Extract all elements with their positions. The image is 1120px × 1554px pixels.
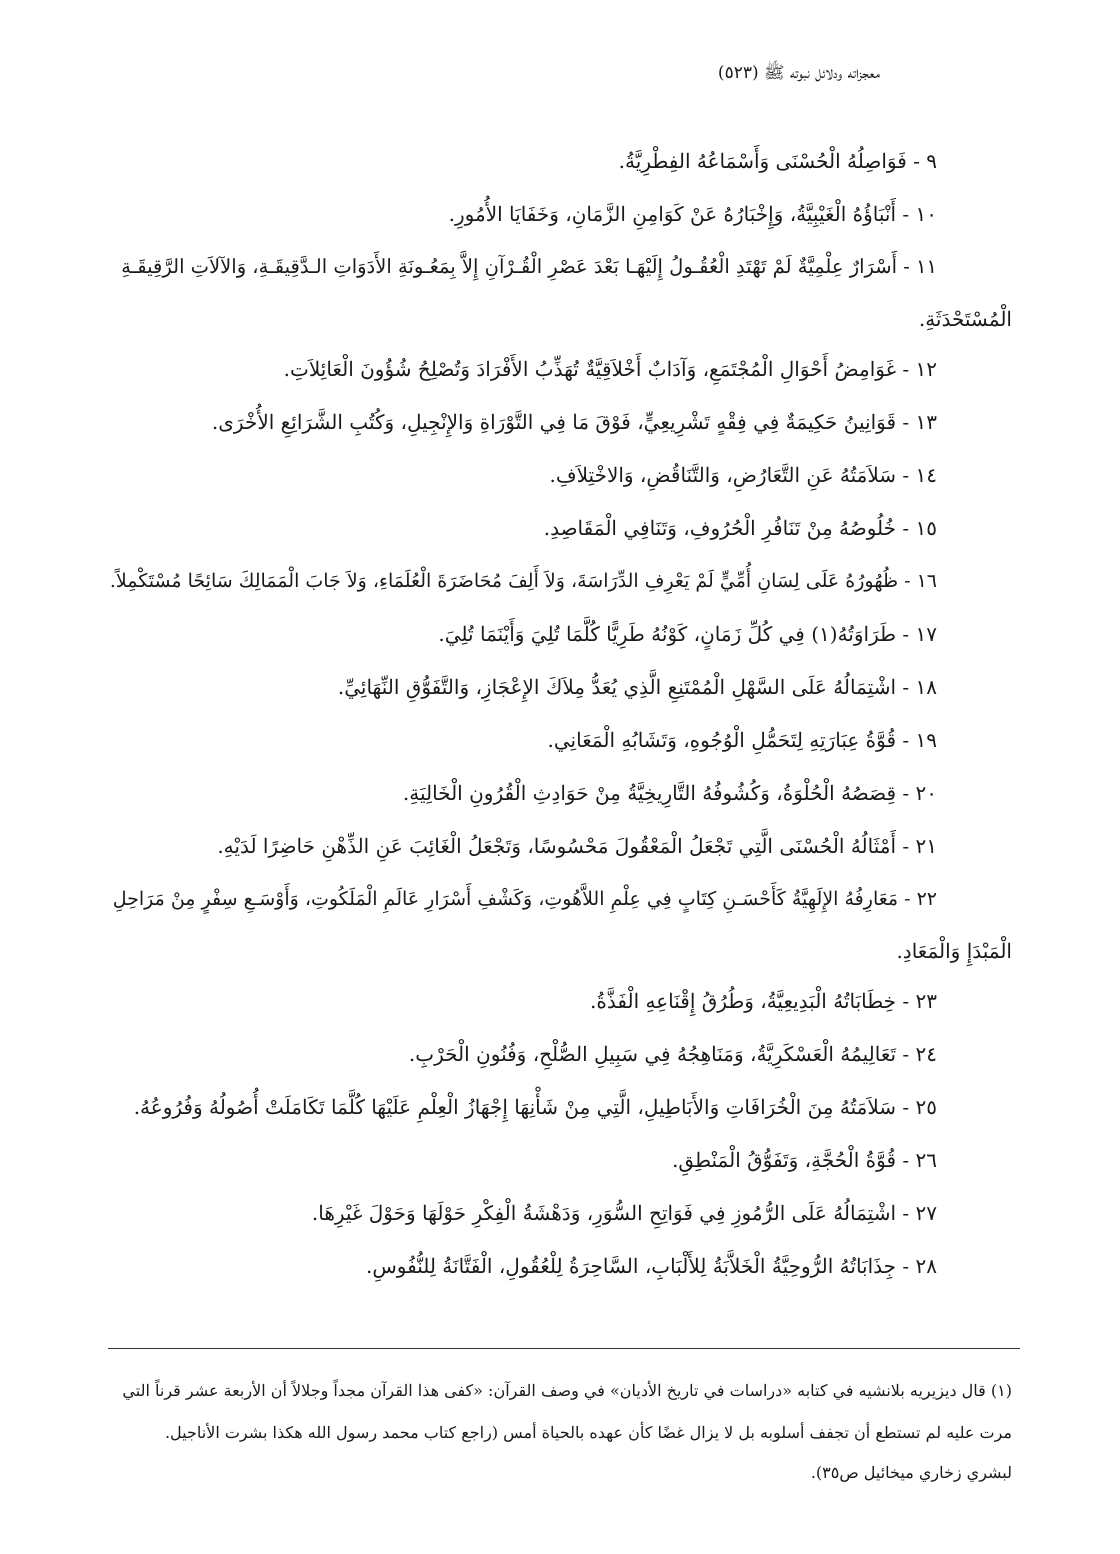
text-line: ٩ - فَوَاصِلُهُ الْحُسْنَى وَأَسْمَاعُهُ الفِطْرِيَّةُ. (618, 149, 937, 173)
text-line: ٢٨ - جِذَابَاتُهُ الرُّوحِيَّةُ الْخَلاَّبَةُ لِلأَلْبَابِ، السَّاحِرَةُ لِلْعُقُولِ، الْفَتَّانَةُ لِلنُّفُوسِ. (365, 1254, 937, 1278)
text-line: ١٨ - اشْتِمَالُهُ عَلَى السَّهْلِ الْمُمْتَنِعِ الَّذِي يُعَدُّ مِلاَكَ الإِعْجَازِ، وَالتَّفَوُّقِ النِّهَائِيِّ. (337, 675, 937, 699)
text-line: الْمَبْدَإِ وَالْمَعَادِ. (896, 939, 1012, 963)
text-line: ٢١ - أَمْثَالُهُ الْحُسْنَى الَّتِي تَجْعَلُ الْمَعْقُولَ مَحْسُوسًا، وَتَجْعَلُ الْغَائِبَ عَنِ الذِّهْنِ حَاضِرًا لَدَيْهِ. (217, 834, 937, 858)
text-line: ١٠ - أَنْبَاؤُهُ الْغَيْبِيَّةُ، وَإِخْبَارُهُ عَنْ كَوَامِنِ الزَّمَانِ، وَخَفَايَا الأُمُورِ. (448, 202, 937, 226)
footnote-line: (١) قال ديزيريه بلانشيه في كتابه «دراسات في تاريخ الأديان» في وصف القرآن: «كفى هذا القرآن مجداً وجلالاً أن الأربعة عشر قرناً التي (122, 1381, 1012, 1400)
footnote-divider (108, 1348, 1020, 1349)
text-line: ١١ - أَسْرَارٌ عِلْمِيَّةٌ لَمْ تَهْتَدِ الْعُقُـولُ إِلَيْهَـا بَعْدَ عَصْرِ الْقُـرْآنِ إِلاَّ بِمَعُـونَةِ الأَدَوَاتِ الـدَّقِيقَـةِ، وَالآلاَتِ الرَّقِيقَـةِ (121, 255, 937, 278)
footnote-line: مرت عليه لم تستطع أن تجفف أسلوبه بل لا يزال غضًا كأن عهده بالحياة أمس (راجع كتاب محمد رسول الله هكذا بشرت الأناجيل. (164, 1423, 1012, 1442)
footnote-line: لبشري زخاري ميخائيل ص٣٥). (810, 1463, 1012, 1482)
text-line: ١٤ - سَلاَمَتُهُ عَنِ التَّعَارُضِ، وَالتَّنَاقُضِ، وَالاخْتِلاَفِ. (549, 463, 937, 487)
text-line: ٢٥ - سَلاَمَتُهُ مِنَ الْخُرَافَاتِ وَالأَبَاطِيلِ، الَّتِي مِنْ شَأْنِهَا إِجْهَازُ الْعِلْمِ عَلَيْهَا كُلَّمَا تَكَامَلَتْ أُصُولُهُ وَفُرُوعُهُ. (133, 1095, 937, 1119)
text-line: ١٥ - خُلُوصُهُ مِنْ تَنَافُرِ الْحُرُوفِ، وَتَنَافِي الْمَقَاصِدِ. (543, 516, 937, 540)
text-line: ١٦ - ظُهُورُهُ عَلَى لِسَانِ أُمِّيٍّ لَمْ يَعْرِفِ الدِّرَاسَةَ، وَلاَ أَلِفَ مُحَاضَرَةَ الْعُلَمَاءِ، وَلاَ جَابَ الْمَمَالِكَ سَائِحًا مُسْتَكْمِلاً. (109, 570, 937, 592)
text-line: ١٣ - قَوَانِينُ حَكِيمَةٌ فِي فِقْهٍ تَشْرِيعِيٍّ، فَوْقَ مَا فِي التَّوْرَاةِ وَالإِنْجِيلِ، وَكُتُبِ الشَّرَائِعِ الأُخْرَى. (211, 410, 937, 434)
text-line: ٢٢ - مَعَارِفُهُ الإِلَهِيَّةُ كَأَحْسَـنِ كِتَابٍ فِي عِلْمِ اللاَّهُوتِ، وَكَشْفِ أَسْرَارِ عَالَمِ الْمَلَكُوتِ، وَأَوْسَـعِ سِفْرٍ مِنْ مَرَاحِلِ (112, 888, 937, 910)
text-line: ٢٤ - تَعَالِيمُهُ الْعَسْكَرِيَّةُ، وَمَنَاهِجُهُ فِي سَبِيلِ الصُّلْحِ، وَفُنُونِ الْحَرْبِ. (408, 1042, 937, 1066)
header-page-number: (٥٢٣) (717, 63, 759, 83)
running-header (718, 62, 880, 87)
text-line: ٢٠ - قِصَصُهُ الْحُلْوَةُ، وَكُشُوفُهُ التَّارِيخِيَّةُ مِنْ حَوَادِثِ الْقُرُونِ الْخَالِيَةِ. (402, 781, 937, 805)
text-line: ٢٣ - خِطَابَاتُهُ الْبَدِيعِيَّةُ، وَطُرُقُ إِقْنَاعِهِ الْفَذَّةُ. (590, 989, 937, 1013)
text-line: ١٩ - قُوَّةُ عِبَارَتِهِ لِتَحَمُّلِ الْوُجُوهِ، وَتَشَابُهِ الْمَعَانِي. (547, 728, 937, 752)
text-line: ١٧ - طَرَاوَتُهُ(١) فِي كُلِّ زَمَانٍ، كَوْنُهُ طَرِيًّا كُلَّمَا تُلِيَ وَأَيْنَمَا تُلِيَ. (438, 622, 937, 646)
text-line: ٢٧ - اشْتِمَالُهُ عَلَى الرُّمُوزِ فِي فَوَاتِحِ السُّوَرِ، وَدَهْشَةُ الْفِكْرِ حَوْلَهَا وَحَوْلَ غَيْرِهَا. (311, 1201, 937, 1225)
text-line: ١٢ - غَوَامِضُ أَحْوَالِ الْمُجْتَمَعِ، وَآدَابٌ أَخْلاَقِيَّةٌ تُهَذِّبُ الأَفْرَادَ وَتُصْلِحُ شُؤُونَ الْعَائِلاَتِ. (283, 357, 937, 381)
header-title: معجزاته ودلائل نبوته ﷺ (764, 63, 880, 83)
text-line: الْمُسْتَحْدَثَةِ. (918, 307, 1012, 331)
text-line: ٢٦ - قُوَّةُ الْحُجَّةِ، وَتَفَوُّقُ الْمَنْطِقِ. (672, 1148, 937, 1172)
